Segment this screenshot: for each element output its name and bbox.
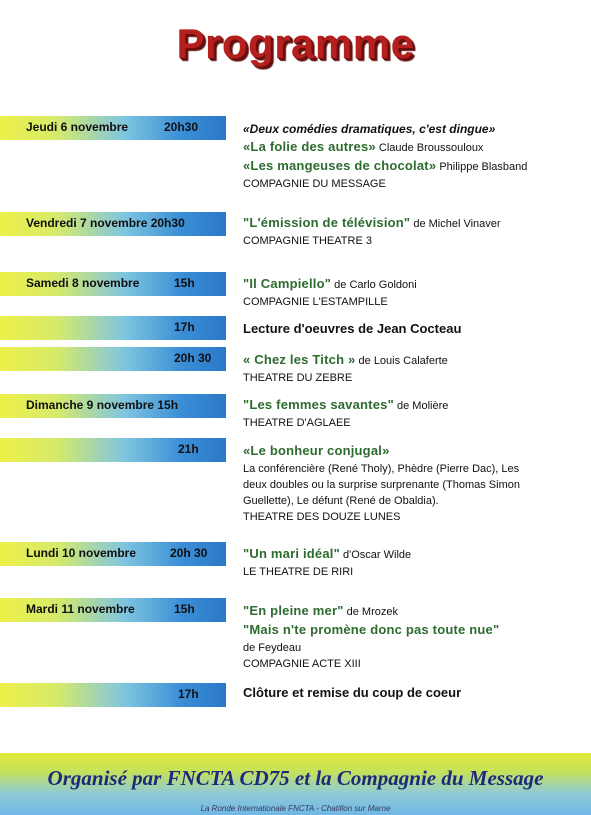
event-details [243, 121, 583, 192]
event-line [243, 233, 583, 249]
event-line [243, 121, 583, 138]
event-date: Vendredi 7 novembre 20h30 [26, 216, 185, 230]
event-time: 15h [174, 276, 195, 290]
event-line [243, 415, 583, 431]
event-text: «Deux comédies dramatiques, c'est dingue» [243, 122, 496, 136]
event-time: 17h [178, 687, 199, 701]
event-line [243, 621, 583, 640]
date-bar [0, 272, 226, 296]
play-title: "Un mari idéal" [243, 546, 340, 561]
play-title: "Mais n'te promène donc pas toute nue" [243, 622, 500, 637]
author-name: de Mrozek [343, 606, 398, 618]
event-line [243, 176, 583, 192]
author-name: de Michel Vinaver [410, 218, 501, 230]
date-bar [0, 598, 226, 622]
event-line [243, 509, 583, 525]
event-line [243, 545, 583, 564]
event-line [243, 442, 583, 461]
event-time: 20h 30 [174, 351, 212, 365]
event-text: Guellette), Le défunt (René de Obaldia). [243, 495, 439, 507]
event-line [243, 351, 583, 370]
event-line [243, 138, 583, 157]
date-bar [0, 542, 226, 566]
company-name: THEATRE DES DOUZE LUNES [243, 511, 401, 523]
footer-organizer: Organisé par FNCTA CD75 et la Compagnie du Message [47, 766, 544, 790]
company-name: COMPAGNIE L'ESTAMPILLE [243, 296, 388, 308]
play-title: "L'émission de télévision" [243, 215, 411, 230]
author-name: Philippe Blasband [436, 161, 528, 173]
event-line [243, 493, 583, 509]
event-line [243, 396, 583, 415]
event-line [243, 214, 583, 233]
page-title: Programme [176, 20, 415, 67]
event-line [243, 564, 583, 580]
company-name: THEATRE DU ZEBRE [243, 372, 353, 384]
author-name: Claude Broussouloux [375, 142, 484, 154]
play-title: "Il Campiello" [243, 276, 332, 291]
event-line [243, 684, 583, 703]
play-title: «Le bonheur conjugal» [243, 443, 390, 458]
event-date: Jeudi 6 novembre [26, 120, 129, 134]
date-bar [0, 116, 226, 140]
event-details [243, 545, 583, 580]
event-time: 20h 30 [170, 546, 208, 560]
author-name: de Molière [393, 400, 449, 412]
event-date: Dimanche 9 novembre 15h [26, 398, 179, 412]
event-text: Clôture et remise du coup de coeur [243, 685, 462, 700]
event-text: Lecture d'oeuvres de Jean Cocteau [243, 321, 462, 336]
event-details [243, 351, 583, 386]
date-bar [0, 394, 226, 418]
event-time: 17h [174, 320, 195, 334]
event-line [243, 320, 583, 339]
play-title: « Chez les Titch » [243, 352, 356, 367]
event-text: La conférencière (René Tholy), Phèdre (Pierre Dac), Les [243, 463, 520, 475]
event-details [243, 684, 583, 703]
play-title: «Les mangeuses de chocolat» [243, 158, 437, 173]
company-name: THEATRE D'AGLAEE [243, 417, 351, 429]
event-time: 21h [178, 442, 199, 456]
date-bar [0, 438, 226, 462]
author-name: de Louis Calaferte [355, 355, 448, 367]
event-line [243, 157, 583, 176]
event-details [243, 214, 583, 249]
event-text: de Feydeau [243, 642, 302, 654]
event-date: Mardi 11 novembre [26, 602, 135, 616]
author-name: d'Oscar Wilde [339, 549, 412, 561]
event-line [243, 275, 583, 294]
date-bar [0, 347, 226, 371]
event-time: 15h [174, 602, 195, 616]
company-name: COMPAGNIE ACTE XIII [243, 658, 361, 670]
date-bar [0, 316, 226, 340]
event-details [243, 320, 583, 339]
event-details [243, 396, 583, 431]
event-date: Samedi 8 novembre [26, 276, 140, 290]
author-name: de Carlo Goldoni [331, 279, 417, 291]
play-title: "En pleine mer" [243, 603, 344, 618]
company-name: LE THEATRE DE RIRI [243, 566, 354, 578]
event-line [243, 294, 583, 310]
event-line [243, 370, 583, 386]
date-bar [0, 683, 226, 707]
event-line [243, 656, 583, 672]
play-title: "Les femmes savantes" [243, 397, 394, 412]
date-bar [0, 212, 226, 236]
event-details [243, 275, 583, 310]
event-line [243, 461, 583, 477]
footer-subtext: La Ronde Internationale FNCTA - Chatillon sur Marne [200, 804, 391, 813]
event-details [243, 442, 583, 525]
event-text: deux doubles ou la surprise surprenante (Thomas Simon [243, 479, 520, 491]
play-title: «La folie des autres» [243, 139, 376, 154]
event-details [243, 602, 583, 672]
event-line [243, 640, 583, 656]
event-line [243, 602, 583, 621]
company-name: COMPAGNIE DU MESSAGE [243, 178, 386, 190]
company-name: COMPAGNIE THEATRE 3 [243, 235, 372, 247]
event-date: Lundi 10 novembre [26, 546, 137, 560]
event-line [243, 477, 583, 493]
event-time: 20h30 [164, 120, 199, 134]
